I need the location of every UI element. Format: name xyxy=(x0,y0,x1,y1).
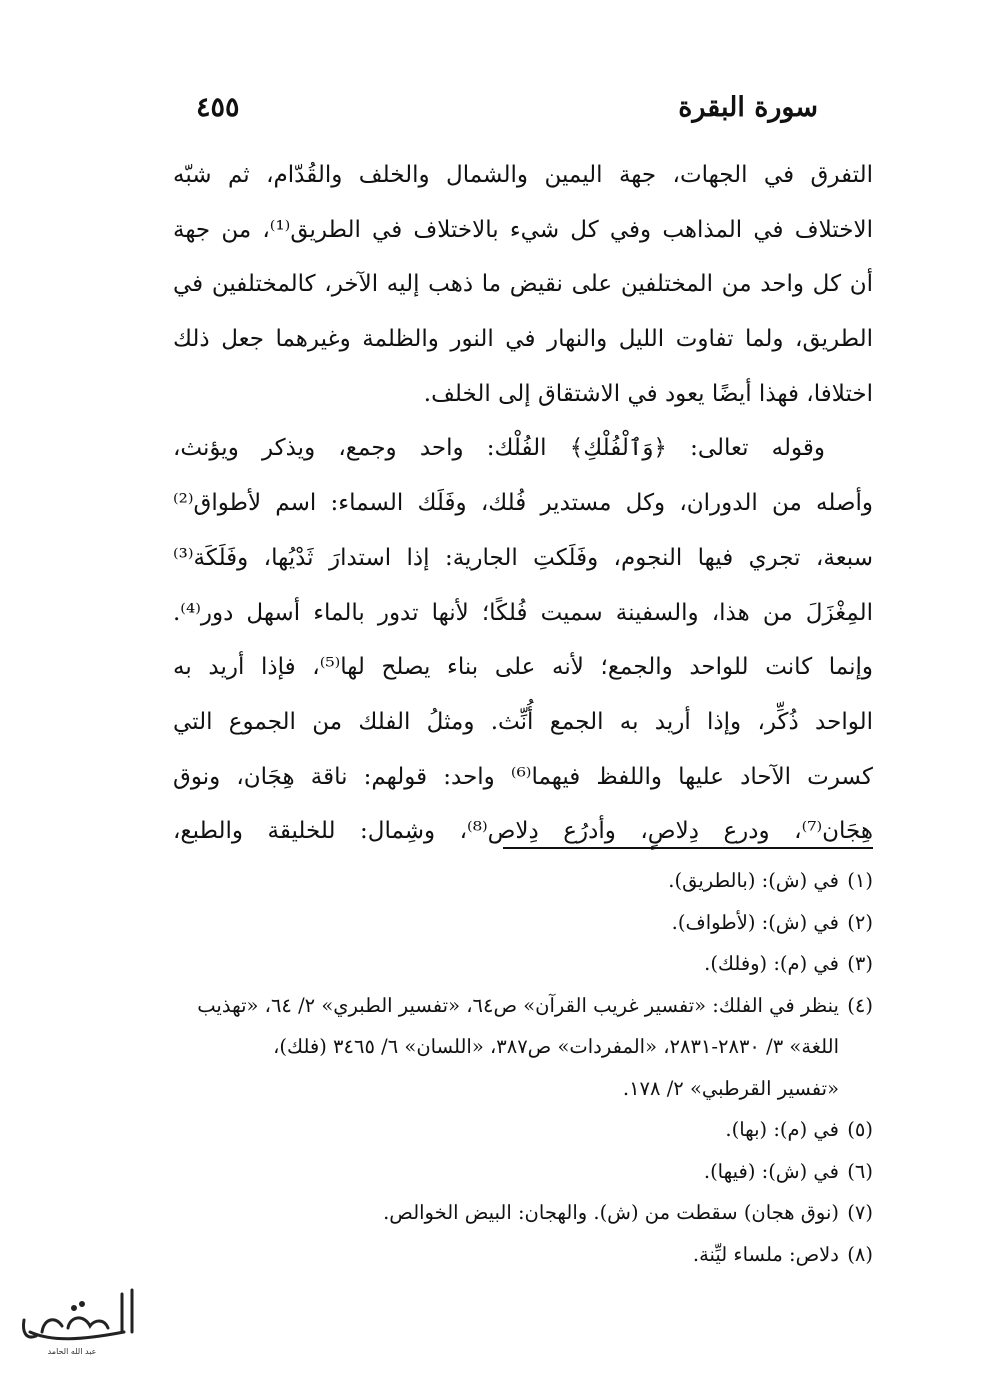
text-line: المِغْزَلَ من هذا، والسفينة سميت فُلكًا؛ لأنها تدور بالماء أسهل دور⁽⁴⁾. xyxy=(173,599,873,626)
text-line: وإنما كانت للواحد والجمع؛ لأنه على بناء يصلح لها⁽⁵⁾، فإذا أريد به xyxy=(173,654,873,681)
text-line: اختلافا، فهذا أيضًا يعود في الاشتقاق إلى الخلف. xyxy=(423,380,873,407)
text-line: الطريق، ولما تفاوت الليل والنهار في النور والظلمة وغيرهما جعل ذلك xyxy=(173,326,873,353)
text-line: وأصله من الدوران، وكل مستدير فُلك، وفَلَك السماء: اسم لأطواق⁽²⁾ xyxy=(173,490,873,517)
footnote-3 xyxy=(140,943,873,985)
footnote-text: في (ش): (فيها). xyxy=(703,1159,839,1183)
footnote-number: (٢) xyxy=(847,910,873,934)
text-line: كسرت الآحاد عليها واللفظ فيهما⁽⁶⁾ واحد: قولهم: ناقة هِجَان، ونوق xyxy=(173,763,873,790)
text-line: التفرق في الجهات، جهة اليمين والشمال والخلف والقُدّام، ثم شبّه xyxy=(173,162,873,188)
footnote-number: (٣) xyxy=(847,952,873,975)
footnote-4-continuation: «تفسير القرطبي» ٢/ ١٧٨. xyxy=(622,1076,839,1100)
footnote-number: (٨) xyxy=(847,1242,873,1266)
text-line: الواحد ذُكِّر، وإذا أريد به الجمع أُنِّث. ومثلُ الفلك من الجموع التي xyxy=(173,708,873,735)
text-line: أن كل واحد من المختلفين على نقيض ما ذهب إليه الآخر، كالمختلفين في xyxy=(173,271,873,298)
footnote-number: (١) xyxy=(847,869,873,892)
footnote-text: في (ش): (بالطريق). xyxy=(668,869,839,892)
text-line: وقوله تعالى: ﴿وَٱلْفُلْكِ﴾ الفُلْك: واحد وجمع، ويذكر ويؤنث، xyxy=(173,435,825,462)
footnote-text: (نوق هجان) سقطت من (ش). والهجان: البيض الخوالص. xyxy=(383,1201,839,1224)
footnote-2 xyxy=(140,902,873,944)
footnote-text: ينظر في الفلك: «تفسير غريب القرآن» ص٦٤، «تفسير الطبري» ٢/ ٦٤، «تهذيب xyxy=(197,993,839,1017)
footnote-number: (٥) xyxy=(847,1118,873,1141)
footnote-separator xyxy=(503,847,873,849)
surah-title: سورة البقرة xyxy=(678,92,818,123)
footnote-1 xyxy=(140,860,873,902)
logo-subtext: عبد الله الحامد xyxy=(47,1347,97,1356)
footnote-text: في (م): (وفلك). xyxy=(704,952,839,975)
main-text xyxy=(173,148,873,859)
page-header xyxy=(196,92,818,136)
text-line: هِجَان⁽⁷⁾، ودرع دِلاصٍ، وأدرُع دِلاص⁽⁸⁾، وشِمال: للخليقة والطبع، xyxy=(173,818,873,845)
footnote-number: (٤) xyxy=(847,993,873,1017)
text-line: سبعة، تجري فيها النجوم، وفَلَكتِ الجارية: إذا استدارَ ثَدْيُها، وفَلَكَة⁽³⁾ xyxy=(173,544,873,571)
footnote-text: في (م): (بها). xyxy=(725,1118,839,1141)
publisher-logo xyxy=(12,1280,142,1360)
footnote-4 xyxy=(140,985,873,1027)
text-line: الاختلاف في المذاهب وفي كل شيء بالاختلاف في الطريق⁽¹⁾، من جهة xyxy=(173,216,873,243)
footnote-6 xyxy=(140,1151,873,1193)
footnote-text: دلاص: ملساء ليِّنة. xyxy=(692,1242,839,1266)
footnotes xyxy=(140,860,873,1275)
footnote-text: في (ش): (لأطواف). xyxy=(671,910,839,934)
footnote-4-continuation: اللغة» ٣/ ٢٨٣٠-٢٨٣١، «المفردات» ص٣٨٧، «اللسان» ٦/ ٣٤٦٥ (فلك)، xyxy=(273,1035,839,1058)
footnote-5 xyxy=(140,1109,873,1151)
footnote-7 xyxy=(140,1192,873,1234)
footnote-8 xyxy=(140,1234,873,1276)
footnote-number: (٦) xyxy=(847,1159,873,1183)
footnote-number: (٧) xyxy=(847,1201,873,1224)
page-number: ٤٥٥ xyxy=(196,92,240,123)
